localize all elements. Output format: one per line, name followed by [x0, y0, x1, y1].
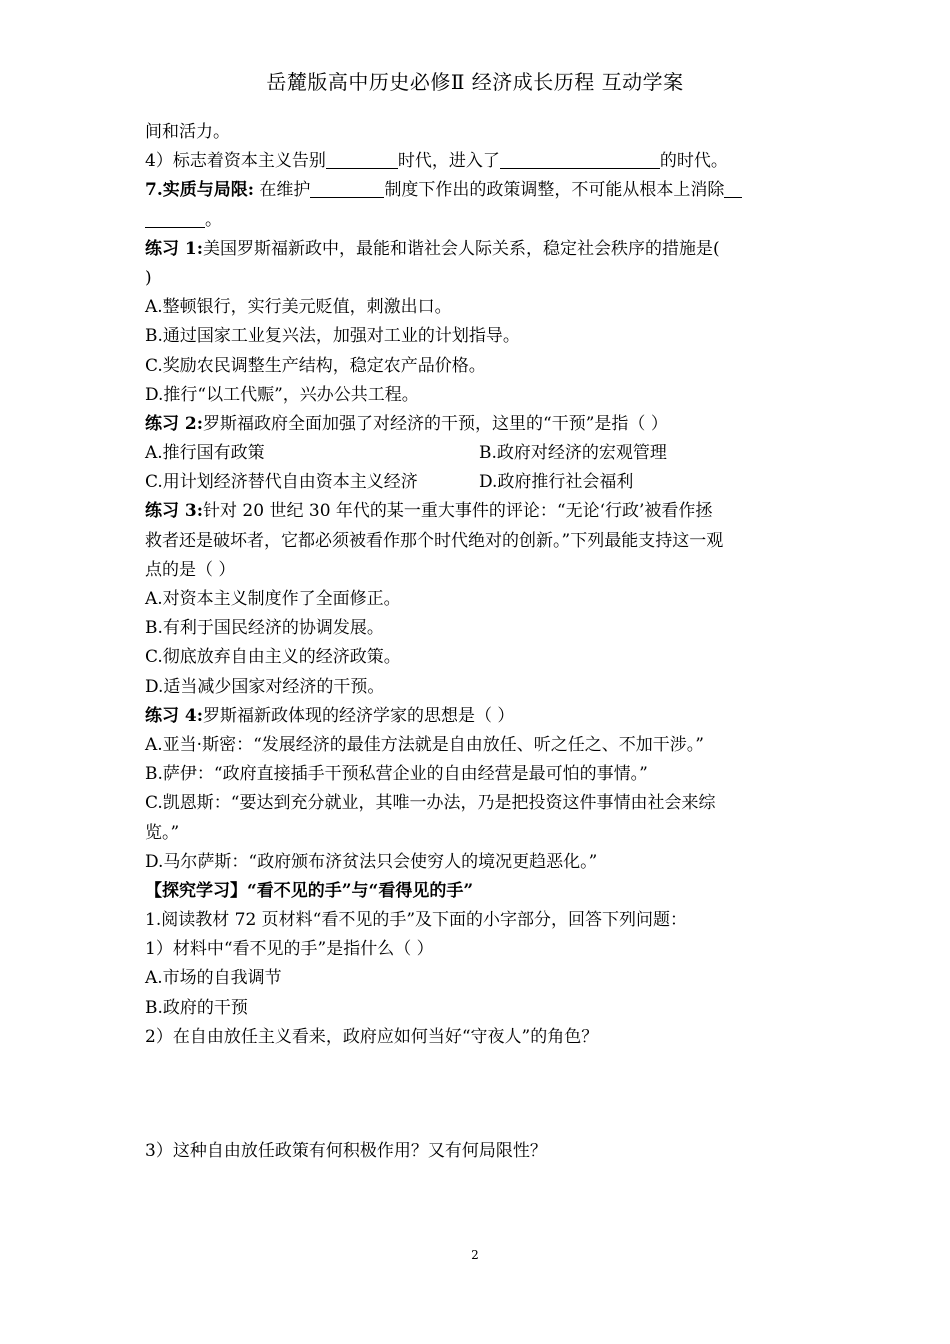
blank-line [145, 207, 205, 228]
question-line: 救者还是破坏者，它都必须被看作那个时代绝对的创新。”下列最能支持这一观 [145, 530, 724, 551]
question-text: 罗斯福政府全面加强了对经济的干预，这里的“干预”是指（ ） [203, 413, 668, 434]
text-line: 间和活力。 [145, 122, 230, 142]
options-row [145, 439, 813, 468]
option-b: B.萨伊：“政府直接插手干预私营企业的自由经营是最可怕的事情。” [145, 764, 648, 785]
blank-line [326, 148, 398, 169]
page-number: 2 [471, 1248, 479, 1262]
sub-question: 2）在自由放任主义看来，政府应如何当好“守夜人”的角色？ [145, 1026, 599, 1047]
question-text: 美国罗斯福新政中，最能和谐社会人际关系，稳定社会秩序的措施是( [203, 238, 720, 259]
exercise-1 [145, 235, 813, 410]
blank-line [500, 148, 660, 169]
option-d: D.适当减少国家对经济的干预。 [145, 676, 385, 697]
option-c-continued: 览。” [145, 822, 180, 843]
section-label: 7.实质与局限: [145, 180, 255, 201]
option-d: D.推行“以工代赈”，兴办公共工程。 [145, 384, 419, 405]
option-a: A.推行国有政策 [145, 443, 265, 464]
option-b: B.政府的干预 [145, 997, 248, 1018]
question-line: ) [145, 267, 152, 288]
option-d: D.政府推行社会福利 [479, 472, 634, 493]
text-segment: 时代，进入了 [397, 151, 500, 172]
text-line [145, 206, 813, 235]
text-line [145, 147, 813, 176]
exercise-3 [145, 497, 813, 701]
option-a: A.整顿银行，实行美元贬值，刺激出口。 [145, 297, 452, 318]
exercise-2 [145, 410, 813, 498]
option-a: A.对资本主义制度作了全面修正。 [145, 589, 401, 609]
document-body [145, 118, 813, 1166]
question-text: 针对 20 世纪 30 年代的某一重大事件的评论：“无论‘行政’被看作拯 [203, 501, 713, 522]
explore-section [145, 877, 813, 1166]
question-line [145, 235, 813, 264]
sub-question: 3）这种自由放任政策有何积极作用？又有何局限性？ [145, 1141, 547, 1161]
exercise-label: 练习 3: [145, 501, 204, 522]
blank-line [724, 177, 742, 198]
answer-space [145, 1052, 813, 1137]
text-segment: 在维护 [254, 180, 311, 201]
question-line [145, 410, 813, 439]
blank-line [310, 177, 384, 198]
option-c: C.彻底放弃自由主义的经济政策。 [145, 647, 401, 668]
text-segment: 4）标志着资本主义告别 [145, 151, 326, 172]
option-b: B.有利于国民经济的协调发展。 [145, 618, 384, 639]
section-title: 【探究学习】“看不见的手”与“看得见的手” [145, 880, 474, 901]
option-b: B.通过国家工业复兴法，加强对工业的计划指导。 [145, 326, 520, 347]
question-text: 罗斯福新政体现的经济学家的思想是（ ） [203, 705, 515, 726]
exercise-4 [145, 702, 813, 877]
text-segment: 。 [205, 209, 222, 230]
option-c: C.用计划经济替代自由资本主义经济 [145, 472, 418, 493]
text-segment: 的时代。 [659, 151, 728, 172]
text-segment: 制度下作出的政策调整，不可能从根本上消除 [384, 180, 725, 201]
exercise-label: 练习 2: [145, 413, 204, 434]
option-c: C.凯恩斯：“要达到充分就业，其唯一办法，乃是把投资这件事情由社会来综 [145, 793, 716, 814]
exercise-label: 练习 1: [145, 238, 204, 259]
option-a: A.市场的自我调节 [145, 968, 282, 989]
option-d: D.马尔萨斯：“政府颁布济贫法只会使穷人的境况更趋恶化。” [145, 851, 598, 872]
sub-question: 1）材料中“看不见的手”是指什么（ ） [145, 939, 434, 960]
question-line: 点的是（ ） [145, 559, 236, 580]
option-a: A.亚当·斯密：“发展经济的最佳方法就是自由放任、听之任之、不加干涉。” [145, 734, 704, 755]
question-line [145, 497, 813, 526]
page-header: 岳麓版高中历史必修Ⅱ 经济成长历程 互动学案 [266, 70, 684, 94]
options-row [145, 468, 813, 497]
option-b: B.政府对经济的宏观管理 [479, 443, 667, 464]
question-line: 1.阅读教材 72 页材料“看不见的手”及下面的小字部分，回答下列问题： [145, 910, 688, 931]
exercise-label: 练习 4: [145, 705, 204, 726]
text-line [145, 176, 813, 205]
option-c: C.奖励农民调整生产结构，稳定农产品价格。 [145, 355, 486, 376]
question-line [145, 702, 813, 731]
